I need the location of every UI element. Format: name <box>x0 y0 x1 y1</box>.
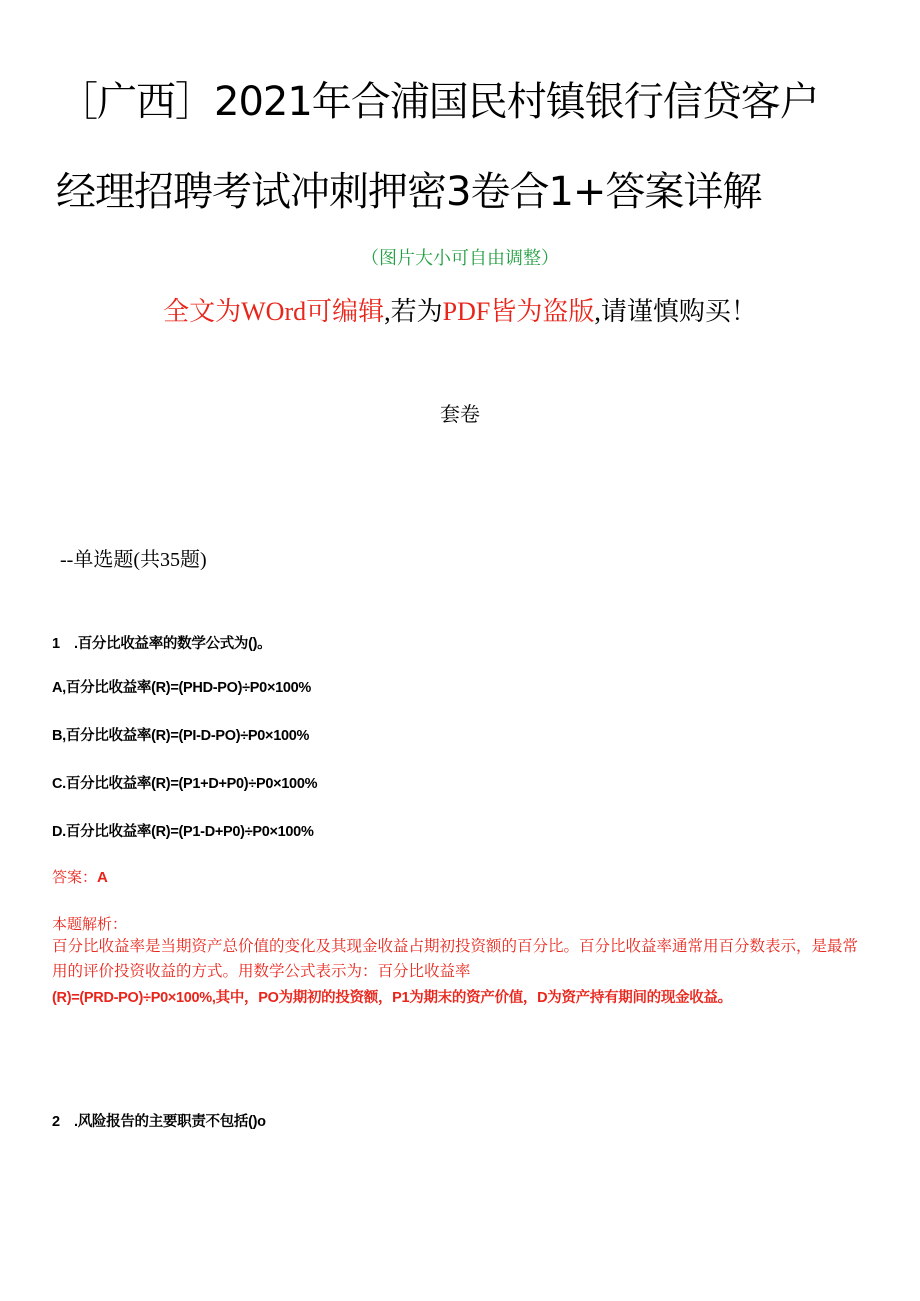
explanation-label: 本题解析： <box>52 916 128 933</box>
section-heading: --单选题(共35题) <box>60 549 207 571</box>
answer-value: A <box>97 869 108 886</box>
copyright-warning <box>0 291 920 328</box>
warning-text-pirated: 皆为盗版 <box>490 297 595 326</box>
warning-text-1: 全文为 <box>163 297 242 326</box>
question-stem: .百分比收益率的数学公式为()。 <box>74 636 272 652</box>
answer <box>52 866 108 887</box>
question-stem: .风险报告的主要职责不包括()o <box>74 1114 266 1130</box>
question-2 <box>52 1110 266 1131</box>
warning-text-editable: 可编辑 <box>306 297 385 326</box>
document-title-line-1: ［广西］2021年合浦国民村镇银行信贷客户 <box>58 79 819 125</box>
option-d: D.百分比收益率(R)=(P1-D+P0)÷P0×100% <box>52 824 314 840</box>
question-1 <box>52 632 271 653</box>
explanation-formula: (R)=(PRD-PO)÷P0×100%,其中，PO为期初的投资额，P1为期末的资产价值，D为资产持有期间的现金收益。 <box>52 990 732 1006</box>
warning-comma-2: , <box>594 297 601 326</box>
warning-text-word: WOrd <box>241 297 307 326</box>
option-a: A,百分比收益率(R)=(PHD-PO)÷P0×100% <box>52 680 311 696</box>
option-c: C.百分比收益率(R)=(P1+D+P0)÷P0×100% <box>52 776 318 792</box>
option-b: B,百分比收益率(R)=(PI-D-PO)÷P0×100% <box>52 728 310 744</box>
question-number: 1 <box>52 636 60 652</box>
warning-text-if: 若为 <box>390 297 443 326</box>
answer-label: 答案： <box>52 869 98 886</box>
volume-title: 套卷 <box>440 402 480 426</box>
document-title-line-2: 经理招聘考试冲刺押密3卷合1+答案详解 <box>56 169 762 215</box>
warning-text-caution: 请谨慎购买！ <box>600 297 757 326</box>
warning-comma-1: , <box>384 297 391 326</box>
warning-text-pdf: PDF <box>442 297 491 326</box>
question-number: 2 <box>52 1114 60 1130</box>
image-size-note: （图片大小可自由调整） <box>361 248 559 269</box>
explanation-text: 百分比收益率是当期资产总价值的变化及其现金收益占期初投资额的百分比。百分比收益率通常用百分数表示，是最常用的评价投资收益的方式。用数学公式表示为：百分比收益率 <box>52 938 859 980</box>
